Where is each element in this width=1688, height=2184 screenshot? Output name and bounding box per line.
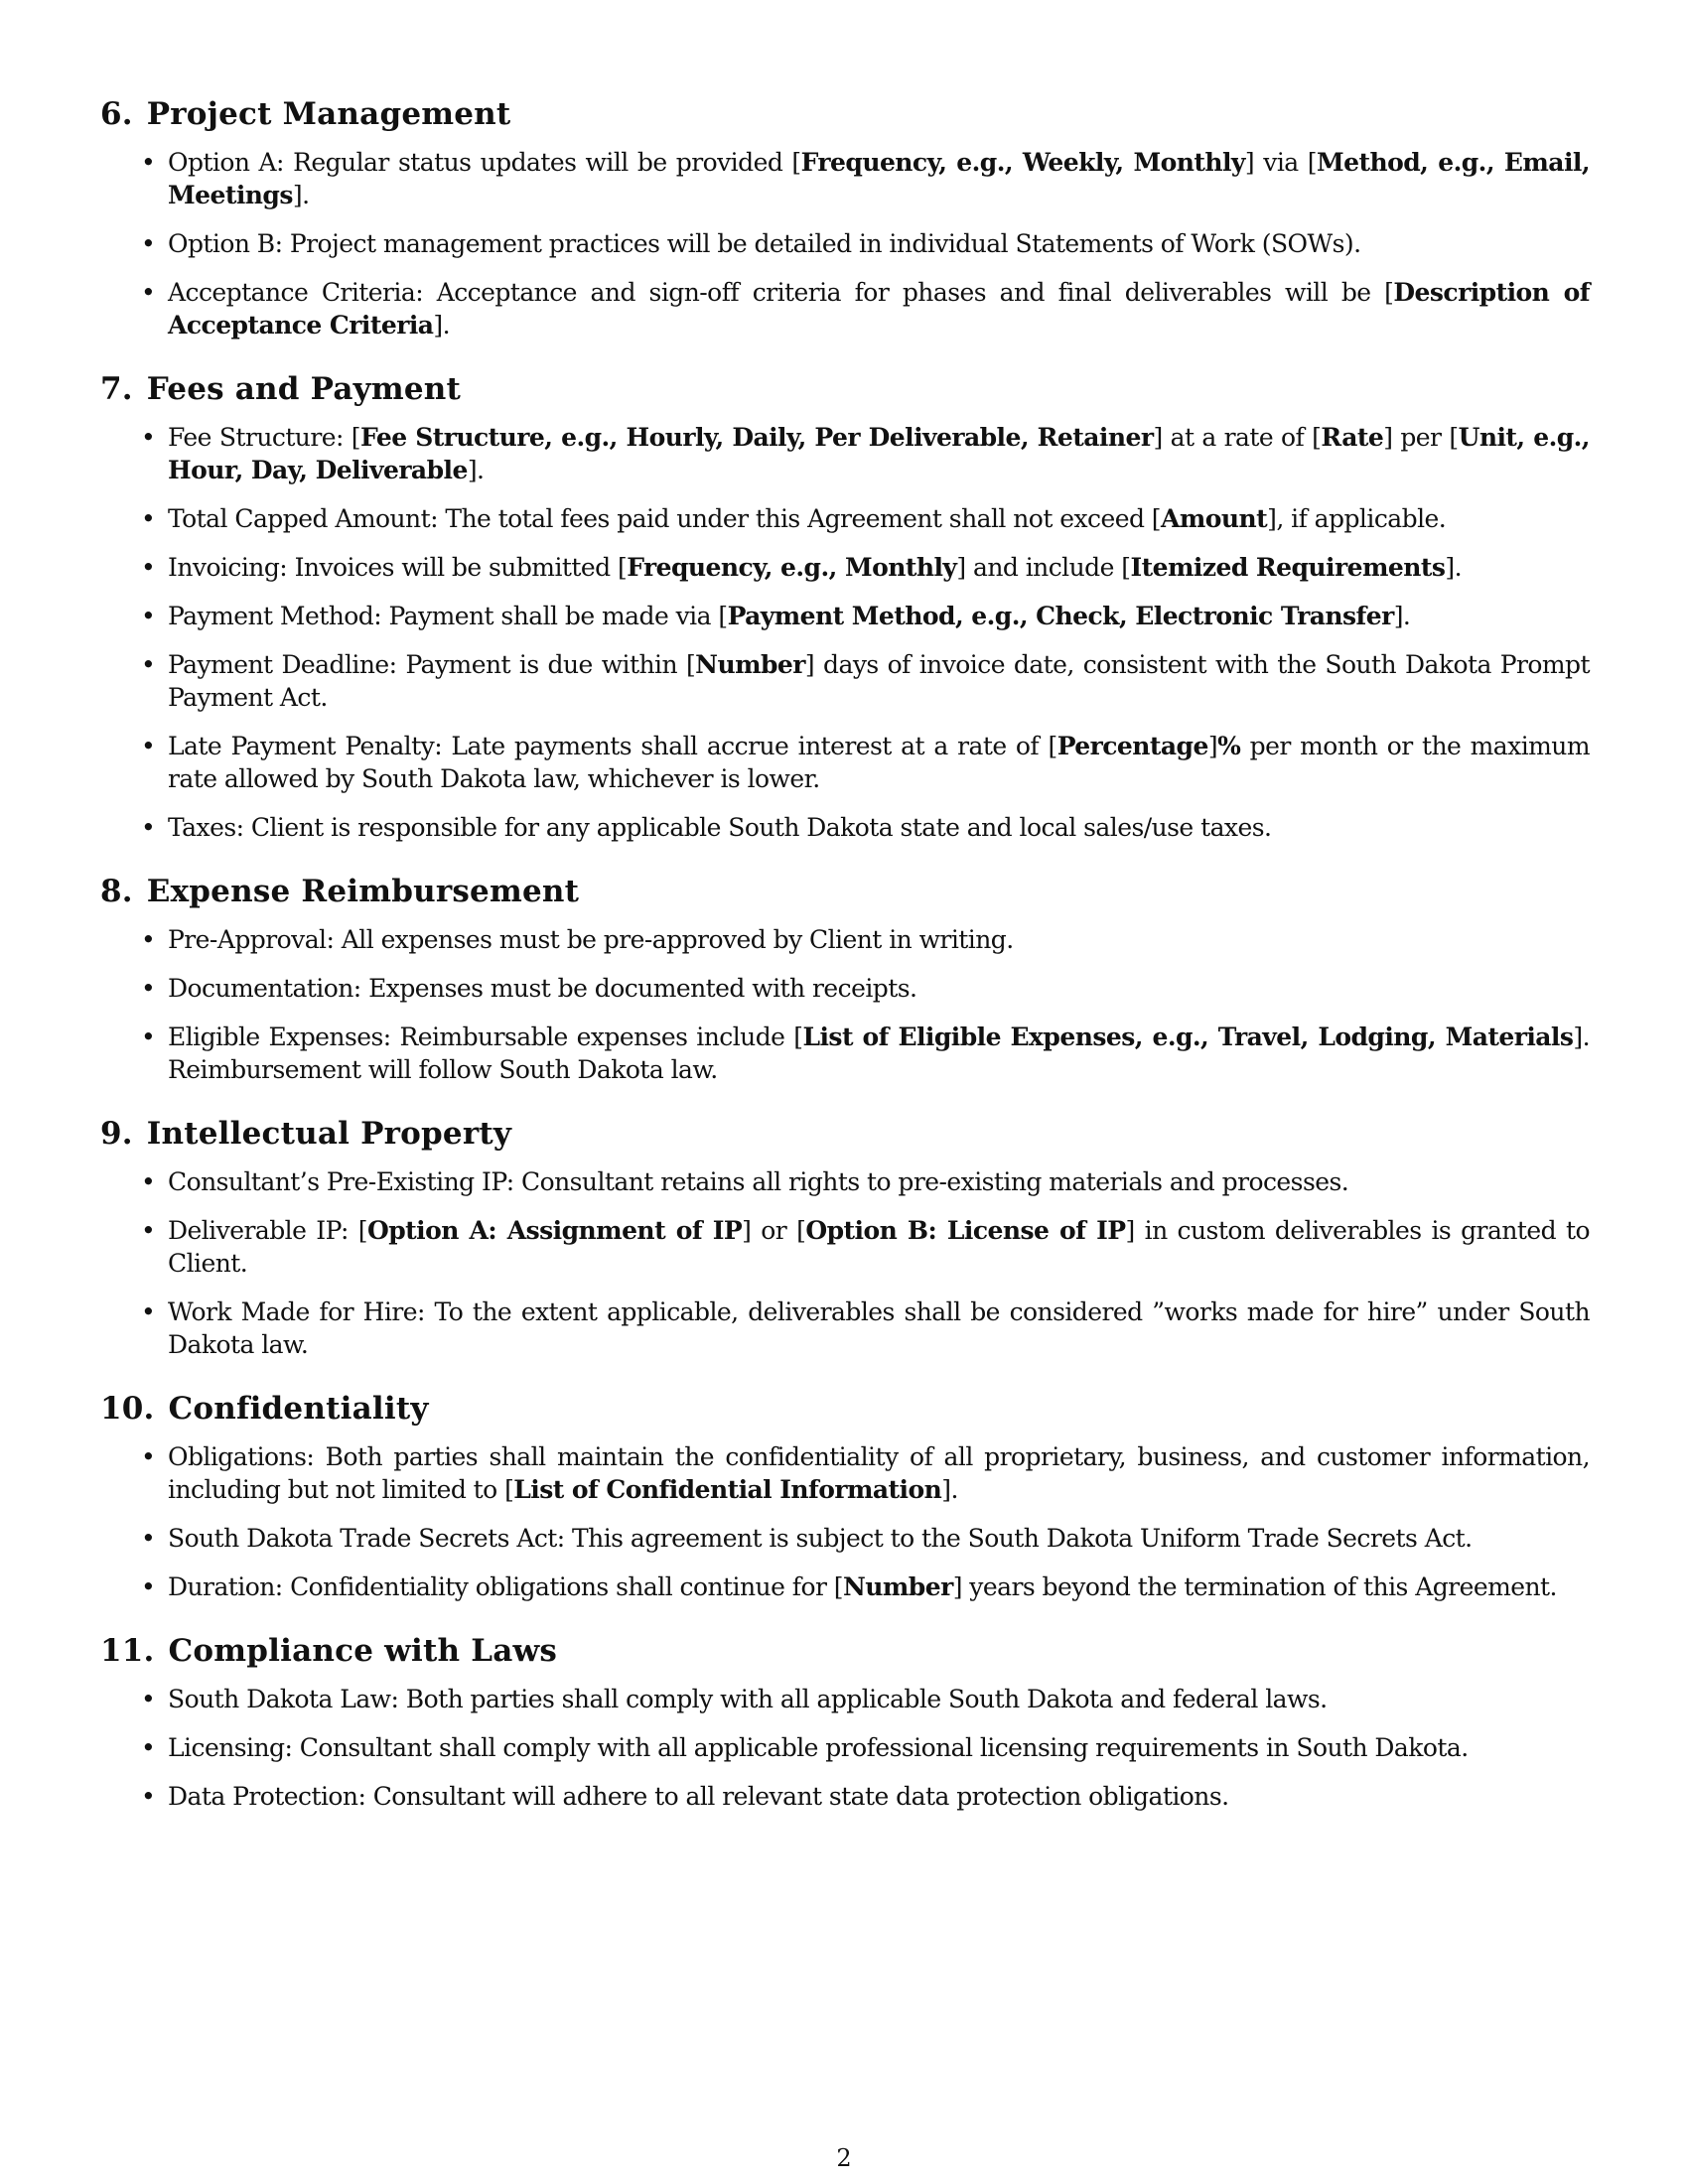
bullet-list <box>100 1683 1590 1813</box>
clause-text: ] and include [ <box>956 553 1131 582</box>
placeholder-text: Option A: Assignment of IP <box>367 1216 743 1245</box>
clause-text: Acceptance Criteria: Acceptance and sign-off criteria for phases and final deliverables will be [ <box>168 278 1394 307</box>
list-item <box>168 1296 1590 1361</box>
placeholder-text: Method, e.g., Email, Meetings <box>168 148 1590 209</box>
clause-text: Pre-Approval: All expenses must be pre-approved by Client in writing. <box>168 925 1014 954</box>
list-item <box>168 1214 1590 1280</box>
clause-text: ] <box>1207 732 1218 760</box>
placeholder-text: List of Confidential Information <box>513 1475 942 1504</box>
list-item <box>168 1731 1590 1764</box>
clause-text: ] via [ <box>1244 148 1317 177</box>
clause-text: Total Capped Amount: The total fees paid under this Agreement shall not exceed [ <box>168 504 1161 533</box>
placeholder-text: Rate <box>1321 423 1384 452</box>
clause-text: ] per [ <box>1383 423 1459 452</box>
document-body <box>100 94 1590 1841</box>
section-heading <box>100 369 1590 409</box>
list-item <box>168 1440 1590 1506</box>
placeholder-text: Unit, e.g., Hour, Day, Deliverable <box>168 423 1590 484</box>
list-item <box>168 1780 1590 1813</box>
placeholder-text: Frequency, e.g., Weekly, Monthly <box>800 148 1245 177</box>
list-item <box>168 276 1590 341</box>
clause-text: ] days of invoice date, consistent with the South Dakota Prompt Payment Act. <box>168 650 1590 712</box>
clause-text: South Dakota Trade Secrets Act: This agreement is subject to the South Dakota Uniform Trade Secrets Act. <box>168 1524 1473 1553</box>
bullet-list <box>100 1165 1590 1361</box>
placeholder-text: List of Eligible Expenses, e.g., Travel, Lodging, Materials <box>802 1023 1574 1051</box>
bullet-list <box>100 146 1590 341</box>
list-item <box>168 421 1590 486</box>
placeholder-text: Number <box>842 1572 953 1601</box>
placeholder-text: Frequency, e.g., Monthly <box>627 553 957 582</box>
list-item <box>168 551 1590 584</box>
list-item <box>168 1570 1590 1603</box>
section-title: Intellectual Property <box>146 1116 512 1152</box>
clause-text: Work Made for Hire: To the extent applicable, deliverables shall be considered ”works made for hire” under South Dakota law. <box>168 1297 1590 1359</box>
clause-text: ]. <box>467 456 485 484</box>
clause-text: ]. <box>941 1475 958 1504</box>
list-item <box>168 923 1590 956</box>
list-item <box>168 972 1590 1005</box>
clause-text: ]. <box>292 181 310 209</box>
clause-text: ], if applicable. <box>1267 504 1447 533</box>
clause-text: Fee Structure: [ <box>168 423 361 452</box>
section-8 <box>100 872 1590 1086</box>
placeholder-text: Percentage <box>1056 732 1208 760</box>
section-6 <box>100 94 1590 341</box>
clause-text: Eligible Expenses: Reimbursable expenses include [ <box>168 1023 803 1051</box>
bullet-list <box>100 923 1590 1086</box>
list-item <box>168 1021 1590 1086</box>
page-number: 2 <box>836 2144 852 2172</box>
section-number: 6. <box>100 96 133 132</box>
placeholder-text: Amount <box>1161 504 1268 533</box>
section-number: 11. <box>100 1633 155 1669</box>
placeholder-text: Number <box>695 650 805 679</box>
section-number: 9. <box>100 1116 133 1152</box>
list-item <box>168 502 1590 535</box>
section-title: Expense Reimbursement <box>146 874 580 909</box>
section-title: Compliance with Laws <box>168 1633 558 1669</box>
list-item <box>168 1683 1590 1715</box>
section-heading <box>100 1114 1590 1154</box>
section-heading <box>100 1631 1590 1671</box>
section-number: 10. <box>100 1391 155 1427</box>
clause-text: ] at a rate of [ <box>1153 423 1322 452</box>
clause-text: Late Payment Penalty: Late payments shall accrue interest at a rate of [ <box>168 732 1057 760</box>
clause-text: Consultant’s Pre-Existing IP: Consultant retains all rights to pre-existing materials and processes. <box>168 1167 1349 1196</box>
clause-text: Data Protection: Consultant will adhere to all relevant state data protection obligations. <box>168 1782 1229 1811</box>
list-item <box>168 1522 1590 1555</box>
list-item <box>168 811 1590 844</box>
clause-text: Duration: Confidentiality obligations shall continue for [ <box>168 1572 843 1601</box>
clause-text: Deliverable IP: [ <box>168 1216 368 1245</box>
clause-text: ]. Reimbursement will follow South Dakota law. <box>168 1023 1590 1084</box>
clause-text: ]. <box>433 311 451 340</box>
section-title: Project Management <box>146 96 511 132</box>
list-item <box>168 730 1590 795</box>
clause-text: Option A: Regular status updates will be provided [ <box>168 148 801 177</box>
clause-text: Option B: Project management practices will be detailed in individual Statements of Work (SOWs). <box>168 229 1361 258</box>
section-number: 8. <box>100 874 133 909</box>
clause-text: ]. <box>1445 553 1462 582</box>
placeholder-text: Description of Acceptance Criteria <box>168 278 1590 340</box>
section-10 <box>100 1389 1590 1603</box>
placeholder-text: % <box>1217 732 1241 760</box>
bullet-list <box>100 1440 1590 1603</box>
placeholder-text: Payment Method, e.g., Check, Electronic Transfer <box>727 602 1394 630</box>
list-item <box>168 1165 1590 1198</box>
clause-text: ] years beyond the termination of this Agreement. <box>952 1572 1557 1601</box>
clause-text: South Dakota Law: Both parties shall comply with all applicable South Dakota and federal laws. <box>168 1685 1328 1713</box>
section-title: Fees and Payment <box>146 371 462 407</box>
placeholder-text: Itemized Requirements <box>1130 553 1446 582</box>
section-heading <box>100 94 1590 134</box>
section-heading <box>100 872 1590 911</box>
list-item <box>168 648 1590 714</box>
placeholder-text: Fee Structure, e.g., Hourly, Daily, Per Deliverable, Retainer <box>360 423 1154 452</box>
section-11 <box>100 1631 1590 1813</box>
clause-text: Payment Method: Payment shall be made via [ <box>168 602 728 630</box>
clause-text: Licensing: Consultant shall comply with all applicable professional licensing requirements in South Dakota. <box>168 1733 1469 1762</box>
clause-text: Obligations: Both parties shall maintain the confidentiality of all proprietary, business, and customer information, including but not limited to [ <box>168 1442 1590 1504</box>
section-9 <box>100 1114 1590 1361</box>
list-item <box>168 600 1590 632</box>
clause-text: per month or the maximum rate allowed by South Dakota law, whichever is lower. <box>168 732 1590 793</box>
clause-text: Invoicing: Invoices will be submitted [ <box>168 553 628 582</box>
clause-text: Taxes: Client is responsible for any applicable South Dakota state and local sales/use taxes. <box>168 813 1272 842</box>
clause-text: ] or [ <box>742 1216 806 1245</box>
list-item <box>168 146 1590 211</box>
bullet-list <box>100 421 1590 844</box>
section-number: 7. <box>100 371 133 407</box>
section-title: Confidentiality <box>168 1391 429 1427</box>
placeholder-text: Option B: License of IP <box>805 1216 1126 1245</box>
section-heading <box>100 1389 1590 1429</box>
clause-text: Documentation: Expenses must be documented with receipts. <box>168 974 917 1003</box>
list-item <box>168 227 1590 260</box>
clause-text: ] in custom deliverables is granted to Client. <box>168 1216 1590 1278</box>
clause-text: ]. <box>1393 602 1411 630</box>
clause-text: Payment Deadline: Payment is due within [ <box>168 650 696 679</box>
section-7 <box>100 369 1590 844</box>
